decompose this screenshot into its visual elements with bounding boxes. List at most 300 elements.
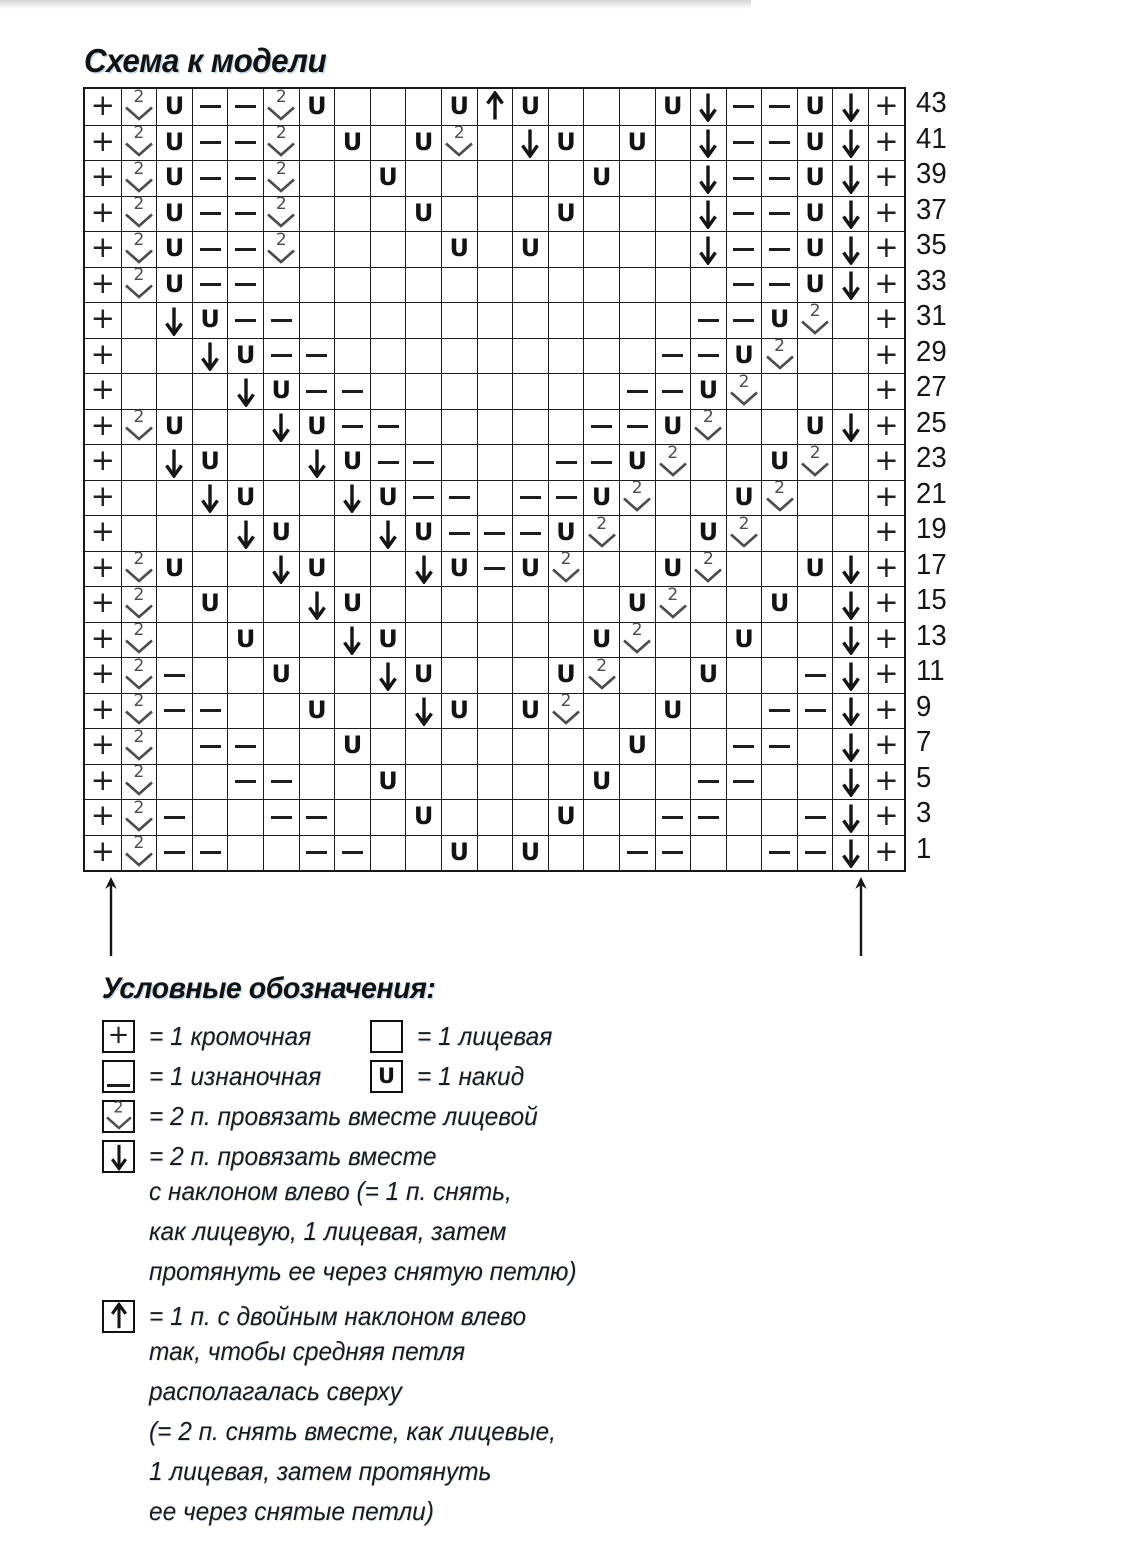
yarnover-icon: U [591, 624, 612, 653]
chart-cell [832, 196, 868, 232]
left-decrease-down-arrow-icon [836, 766, 866, 797]
plus-edge-stitch-icon: + [874, 301, 899, 336]
plus-edge-stitch-icon: + [90, 798, 115, 833]
chart-cell [156, 586, 192, 622]
row-number: 9 [916, 690, 932, 723]
purl-dash-icon [484, 567, 505, 570]
chart-cell [690, 302, 726, 338]
plus-edge-stitch-icon: + [90, 123, 115, 158]
chart-cell [85, 551, 121, 587]
chart-cell [619, 231, 655, 267]
chart-cell [405, 480, 441, 516]
plus-edge-stitch-icon: + [90, 372, 115, 407]
chart-cell [619, 728, 655, 764]
purl-dash-icon [200, 177, 221, 180]
legend-row [102, 1136, 702, 1176]
chart-cell [85, 125, 121, 161]
yarnover-icon: U [805, 553, 825, 582]
chart-cell [761, 160, 797, 196]
chart-cell [156, 480, 192, 516]
chart-cell [548, 302, 584, 338]
yarnover-icon: U [164, 198, 185, 227]
legend-symbol-box [102, 1020, 135, 1053]
chart-cell [334, 764, 370, 800]
yarnover-icon: U [342, 731, 363, 760]
chart-cell [477, 551, 513, 587]
yarnover-icon: U [307, 91, 327, 120]
yarnover-icon: U [556, 660, 576, 689]
chart-cell [690, 480, 726, 516]
yarnover-icon: U [378, 163, 398, 192]
yarnover-icon: U [200, 305, 220, 334]
row-number: 27 [916, 371, 947, 403]
yarnover-icon: U [164, 163, 185, 192]
plus-edge-stitch-icon: + [90, 691, 115, 726]
k2tog-digit: 2 [774, 478, 785, 499]
k2tog-icon [658, 584, 688, 620]
chart-cell [548, 160, 584, 196]
legend-entry [102, 1096, 562, 1136]
yarnover-icon: U [520, 837, 541, 866]
purl-dash-icon [235, 141, 256, 144]
chart-cell [405, 409, 441, 445]
chart-cell [868, 89, 904, 125]
chart-cell [868, 444, 904, 480]
chart-cell [299, 693, 335, 729]
chart-cell [441, 764, 477, 800]
chart-cell [868, 409, 904, 445]
purl-dash-icon [235, 780, 256, 783]
left-decrease-down-arrow-icon [693, 163, 723, 194]
chart-cell [761, 125, 797, 161]
k2tog-icon [765, 478, 795, 513]
chart-cell [441, 125, 477, 161]
chart-cell [868, 125, 904, 161]
chart-cell [619, 622, 655, 658]
k2tog-digit: 2 [133, 229, 145, 250]
chart-cell [121, 231, 157, 267]
chart-cell [441, 799, 477, 835]
chart-cell [334, 586, 370, 622]
k2tog-icon [124, 265, 154, 300]
chart-cell [121, 480, 157, 516]
chart-cell [477, 302, 513, 338]
chart-cell [690, 693, 726, 729]
chart-cell [405, 267, 441, 303]
chart-cell [299, 515, 335, 551]
chart-cell [655, 338, 691, 374]
k2tog-icon [551, 691, 581, 726]
row-number: 31 [916, 300, 947, 332]
yarnover-icon: U [271, 660, 292, 689]
chart-cell [619, 480, 655, 516]
chart-cell [334, 125, 370, 161]
chart-cell [370, 799, 406, 835]
chart-cell [868, 373, 904, 409]
chart-cell [868, 338, 904, 374]
plus-edge-stitch-icon: + [874, 443, 899, 478]
yarnover-icon: U [164, 91, 185, 120]
chart-cell [619, 764, 655, 800]
chart-cell [619, 338, 655, 374]
chart-cell [477, 160, 513, 196]
chart-cell [192, 89, 228, 125]
chart-cell [370, 480, 406, 516]
plus-edge-stitch-icon: + [90, 656, 115, 691]
row-numbers-column [916, 87, 948, 868]
k2tog-icon [124, 123, 154, 158]
chart-cell [263, 835, 299, 871]
yarnover-icon: U [805, 127, 825, 156]
chart-cell [263, 622, 299, 658]
repeat-marker-up-arrow-left-icon [101, 876, 121, 963]
chart-cell [583, 160, 619, 196]
yarnover-icon: U [520, 91, 541, 120]
chart-cell [690, 373, 726, 409]
purl-dash-icon [200, 212, 221, 215]
chart-cell [619, 196, 655, 232]
chart-cell [477, 835, 513, 871]
k2tog-icon [587, 655, 617, 691]
left-decrease-down-arrow-icon [836, 837, 866, 868]
plus-edge-stitch-icon: + [874, 762, 899, 797]
legend-text: = 2 п. провязать вместе лицевой [149, 1100, 538, 1131]
plus-edge-stitch-icon: + [90, 514, 115, 549]
chart-cell [334, 89, 370, 125]
chart-cell [797, 693, 833, 729]
chart-cell [832, 622, 868, 658]
chart-cell [227, 338, 263, 374]
plus-edge-stitch-icon: + [90, 159, 115, 194]
left-decrease-down-arrow-icon [373, 660, 403, 691]
chart-cell [441, 160, 477, 196]
chart-cell [85, 728, 121, 764]
chart-cell [156, 231, 192, 267]
chart-cell [334, 657, 370, 693]
chart-cell [227, 586, 263, 622]
legend-symbol-box [102, 1300, 135, 1333]
purl-dash-icon [107, 1084, 130, 1087]
yarnover-icon: U [307, 411, 327, 440]
chart-cell [690, 160, 726, 196]
chart-cell [512, 515, 548, 551]
yarnover-icon: U [805, 234, 825, 263]
chart-cell [655, 302, 691, 338]
left-decrease-down-arrow-icon [337, 482, 367, 513]
purl-dash-icon [164, 816, 185, 819]
chart-cell [370, 622, 406, 658]
legend-row [102, 1296, 702, 1336]
yarnover-icon: U [591, 482, 612, 511]
chart-cell [192, 409, 228, 445]
chart-cell [761, 835, 797, 871]
k2tog-icon [124, 194, 154, 229]
k2tog-icon [693, 407, 723, 442]
k2tog-digit: 2 [453, 123, 465, 144]
double-decrease-up-arrow-icon [480, 91, 510, 122]
chart-cell [121, 799, 157, 835]
legend-entry [102, 1056, 332, 1096]
chart-cell [655, 835, 691, 871]
chart-cell [583, 480, 619, 516]
chart-cell [868, 231, 904, 267]
purl-dash-icon [769, 141, 790, 144]
chart-cell [761, 586, 797, 622]
left-decrease-down-arrow-icon [836, 163, 866, 194]
chart-cell [370, 125, 406, 161]
k2tog-digit: 2 [702, 549, 714, 570]
chart-cell [477, 231, 513, 267]
left-decrease-down-arrow-icon [302, 589, 332, 620]
k2tog-digit: 2 [133, 655, 145, 676]
k2tog-digit: 2 [133, 691, 145, 712]
chart-cell [334, 231, 370, 267]
chart-cell [156, 302, 192, 338]
legend [102, 972, 702, 1536]
chart-cell [477, 515, 513, 551]
chart-cell [441, 835, 477, 871]
chart-cell [441, 444, 477, 480]
chart-cell [512, 196, 548, 232]
chart-cell [690, 196, 726, 232]
chart-cell [334, 515, 370, 551]
chart-cell [797, 622, 833, 658]
legend-text: = 1 лицевая [417, 1020, 553, 1051]
purl-dash-icon [378, 461, 399, 464]
left-decrease-down-arrow-icon [409, 553, 439, 584]
chart-cell [832, 764, 868, 800]
chart-cell [192, 125, 228, 161]
legend-text-continuation: как лицевую, 1 лицевая, затем [149, 1216, 507, 1246]
k2tog-icon [124, 691, 154, 726]
k2tog-icon [622, 620, 652, 655]
row-number: 35 [916, 229, 947, 261]
k2tog-digit: 2 [596, 513, 608, 534]
plus-edge-stitch-icon: + [90, 265, 115, 300]
chart-cell [512, 586, 548, 622]
left-decrease-down-arrow-icon [266, 411, 296, 442]
k2tog-digit: 2 [738, 371, 750, 392]
chart-cell [370, 515, 406, 551]
plus-edge-stitch-icon: + [874, 656, 899, 691]
chart-cell [690, 231, 726, 267]
chart-cell [227, 409, 263, 445]
chart-cell [192, 302, 228, 338]
chart-cell [227, 125, 263, 161]
k2tog-digit: 2 [133, 620, 145, 641]
chart-cell [690, 622, 726, 658]
chart-cell [370, 338, 406, 374]
yarnover-icon: U [805, 163, 825, 192]
chart-cell [726, 196, 762, 232]
chart-cell [726, 835, 762, 871]
purl-dash-icon [769, 212, 790, 215]
chart-cell [263, 728, 299, 764]
legend-text-continuation: ее через снятые петли) [149, 1496, 434, 1526]
chart-cell [227, 764, 263, 800]
k2tog-icon [266, 158, 296, 194]
chart-cell [156, 835, 192, 871]
chart-cell [797, 728, 833, 764]
chart-cell [583, 693, 619, 729]
plus-edge-stitch-icon: + [90, 87, 115, 122]
yarnover-icon: U [413, 518, 434, 547]
chart-cell [263, 338, 299, 374]
chart-cell [263, 586, 299, 622]
row-number: 21 [916, 477, 947, 510]
chart-cell [548, 586, 584, 622]
chart-cell [370, 267, 406, 303]
chart-cell [690, 586, 726, 622]
k2tog-icon [124, 584, 154, 620]
chart-cell [121, 622, 157, 658]
chart-cell [477, 196, 513, 232]
chart-cell [619, 515, 655, 551]
yarnover-icon: U [627, 127, 647, 156]
plus-edge-stitch-icon: + [90, 194, 115, 229]
left-decrease-down-arrow-icon [105, 1142, 132, 1170]
chart-cell [832, 160, 868, 196]
k2tog-icon [124, 655, 154, 691]
chart-cell [761, 231, 797, 267]
chart-cell [121, 515, 157, 551]
chart-cell [655, 196, 691, 232]
k2tog-icon [124, 762, 154, 797]
purl-dash-icon [342, 390, 363, 393]
plus-edge-stitch-icon: + [90, 620, 115, 655]
purl-dash-icon [306, 851, 327, 854]
chart-cell [477, 267, 513, 303]
chart-cell [761, 338, 797, 374]
chart-cell [477, 444, 513, 480]
k2tog-icon [266, 123, 296, 158]
chart-cell [405, 302, 441, 338]
purl-dash-icon [342, 425, 363, 428]
chart-cell [548, 89, 584, 125]
purl-dash-icon [271, 816, 292, 819]
chart-cell [405, 799, 441, 835]
chart-cell [761, 373, 797, 409]
chart-cell [334, 444, 370, 480]
chart-cell [334, 728, 370, 764]
chart-cell [583, 89, 619, 125]
legend-symbol-box [102, 1140, 135, 1173]
chart-cell [761, 551, 797, 587]
yarnover-icon: U [698, 376, 719, 405]
yarnover-icon: U [663, 411, 683, 440]
purl-dash-icon [591, 461, 612, 464]
chart-cell [85, 409, 121, 445]
k2tog-icon [124, 620, 154, 655]
purl-dash-icon [556, 461, 577, 464]
chart-cell [263, 693, 299, 729]
purl-dash-icon [271, 354, 292, 357]
chart-cell [868, 160, 904, 196]
chart-cell [121, 693, 157, 729]
chart-cell [655, 125, 691, 161]
yarnover-icon: U [235, 340, 256, 369]
plus-edge-stitch-icon: + [90, 336, 115, 371]
left-decrease-down-arrow-icon [836, 91, 866, 122]
chart-cell [192, 196, 228, 232]
plus-edge-stitch-icon: + [874, 585, 899, 620]
chart-cell [726, 338, 762, 374]
chart-cell [726, 764, 762, 800]
k2tog-icon [693, 549, 723, 584]
scan-edge-shadow [0, 0, 751, 9]
purl-dash-icon [164, 674, 185, 677]
chart-cell [156, 622, 192, 658]
chart-cell [797, 835, 833, 871]
chart-cell [405, 515, 441, 551]
chart-cell [156, 657, 192, 693]
yarnover-icon: U [164, 269, 185, 298]
chart-cell [441, 373, 477, 409]
chart-cell [619, 302, 655, 338]
chart-cell [655, 622, 691, 658]
chart-cell [690, 515, 726, 551]
yarnover-icon: U [378, 624, 398, 653]
chart-cell [583, 622, 619, 658]
chart-cell [832, 728, 868, 764]
purl-dash-icon [235, 248, 256, 251]
legend-entry [102, 1136, 455, 1176]
chart-cell [156, 373, 192, 409]
chart-cell [121, 409, 157, 445]
chart-cell [192, 515, 228, 551]
yarnover-icon: U [556, 127, 576, 156]
chart-cell [832, 302, 868, 338]
purl-dash-icon [733, 283, 754, 286]
chart-cell [512, 444, 548, 480]
legend-symbol-box [370, 1060, 403, 1093]
chart-cell [192, 728, 228, 764]
purl-dash-icon [200, 248, 221, 251]
legend-entry [370, 1016, 561, 1056]
row-number: 39 [916, 158, 947, 190]
plus-edge-stitch-icon: + [90, 230, 115, 265]
legend-text: = 1 п. с двойным наклоном влево [149, 1300, 527, 1331]
chart-cell [797, 799, 833, 835]
purl-dash-icon [698, 816, 719, 819]
k2tog-icon [729, 513, 759, 549]
chart-cell [868, 267, 904, 303]
chart-cell [868, 835, 904, 871]
chart-cell [477, 586, 513, 622]
k2tog-digit: 2 [631, 478, 643, 499]
chart-cell [192, 586, 228, 622]
chart-cell [832, 373, 868, 409]
chart-cell [334, 160, 370, 196]
chart-cell [405, 835, 441, 871]
k2tog-icon [124, 726, 154, 762]
chart-cell [868, 515, 904, 551]
chart-cell [690, 551, 726, 587]
chart-cell [85, 693, 121, 729]
chart-cell [263, 657, 299, 693]
chart-cell [299, 799, 335, 835]
chart-cell [299, 160, 335, 196]
chart-cell [868, 302, 904, 338]
chart-cell [334, 196, 370, 232]
chart-cell [583, 515, 619, 551]
chart-cell [299, 89, 335, 125]
chart-cell [370, 586, 406, 622]
chart-cell [583, 728, 619, 764]
chart-cell [370, 89, 406, 125]
left-decrease-down-arrow-icon [836, 624, 866, 655]
purl-dash-icon [769, 709, 790, 712]
